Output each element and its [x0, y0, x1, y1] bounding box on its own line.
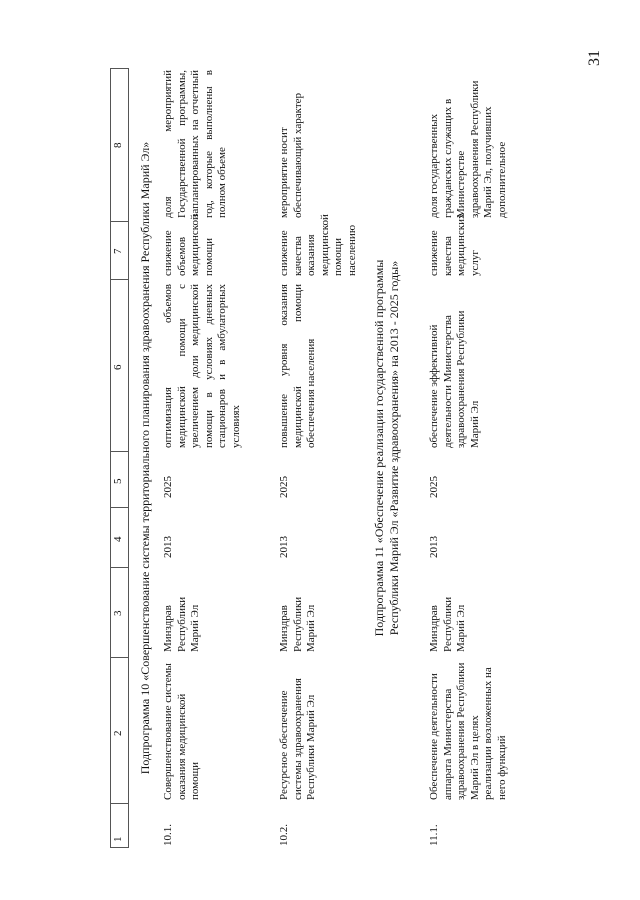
row-end-year: 2025: [162, 476, 174, 498]
col-border: [110, 68, 128, 69]
col-border: [110, 221, 128, 222]
column-number: 5: [112, 478, 124, 484]
page-number: 31: [586, 50, 603, 66]
row-end-year: 2025: [428, 476, 440, 498]
row-end-year: 2025: [278, 476, 290, 498]
col-border: [110, 567, 128, 568]
row-name: Обеспечение деятельности аппарата Министерства здравоохранения Республики Марий Эл в целях реализации возложенных на него функций: [428, 662, 508, 800]
row-executor: Минздрав Республики Марий Эл: [162, 596, 202, 652]
table-top-border: [110, 68, 111, 848]
column-number: 3: [112, 610, 124, 616]
row-number: 10.1.: [162, 824, 174, 846]
row-name: Совершенствование системы оказания медицинской помощи: [162, 663, 202, 800]
row-number: 10.2.: [278, 824, 290, 846]
rotated-table: [110, 68, 610, 848]
subprogram-title: Подпрограмма 11 «Обеспечение реализации государственной программы Республики Марий Эл «Развитие здравоохранения» на 2013 - 2025 годы»: [372, 259, 401, 637]
col-border: [110, 279, 128, 280]
col-border: [110, 847, 128, 848]
row-indicator-link: доля государственных гражданских служащих в Министерстве здравоохранения Республики Марий Эл, получивших дополнительное: [428, 80, 508, 218]
row-consequences: снижение объемов медицинской помощи: [162, 214, 215, 276]
row-expected-result: оптимизация объемов медицинской помощи с увеличением доли медицинской помощи в условиях дневных стационаров и в амбулаторных условиях: [162, 284, 242, 448]
row-name: Ресурсное обеспечение системы здравоохранения Республики Марий Эл: [278, 678, 318, 800]
column-number: 1: [112, 836, 124, 842]
row-consequences: снижение качества медицинских услуг: [428, 213, 481, 276]
row-indicator-link: доля мероприятий Государственной программы, запланированных на отчетный год, которые выполнены в полном объеме: [162, 70, 229, 218]
column-number: 2: [112, 730, 124, 736]
column-number: 6: [112, 364, 124, 370]
row-executor: Минздрав Республики Марий Эл: [428, 596, 468, 652]
row-executor: Минздрав Республики Марий Эл: [278, 596, 318, 652]
col-border: [110, 507, 128, 508]
row-expected-result: повышение уровня оказания медицинской помощи обеспечения населения: [278, 284, 318, 448]
row-consequences: снижение качества оказания медицинской помощи населению: [278, 214, 358, 276]
row-expected-result: обеспечение эффективной деятельности Министерства здравоохранения Республики Марий Эл: [428, 310, 481, 448]
col-border: [110, 657, 128, 658]
column-number: 4: [112, 536, 124, 542]
row-start-year: 2013: [278, 536, 290, 558]
column-number: 7: [112, 248, 124, 254]
row-start-year: 2013: [162, 536, 174, 558]
col-border: [110, 803, 128, 804]
subprogram-title: Подпрограмма 10 «Совершенствование системы территориального планирования здравоохранения Республики Марий Эл»: [138, 141, 152, 775]
col-border: [110, 451, 128, 452]
header-bottom-border: [128, 68, 129, 848]
row-number: 11.1.: [428, 824, 440, 846]
column-number: 8: [112, 142, 124, 148]
row-indicator-link: мероприятие носит обеспечивающий характер: [278, 92, 304, 218]
row-start-year: 2013: [428, 536, 440, 558]
